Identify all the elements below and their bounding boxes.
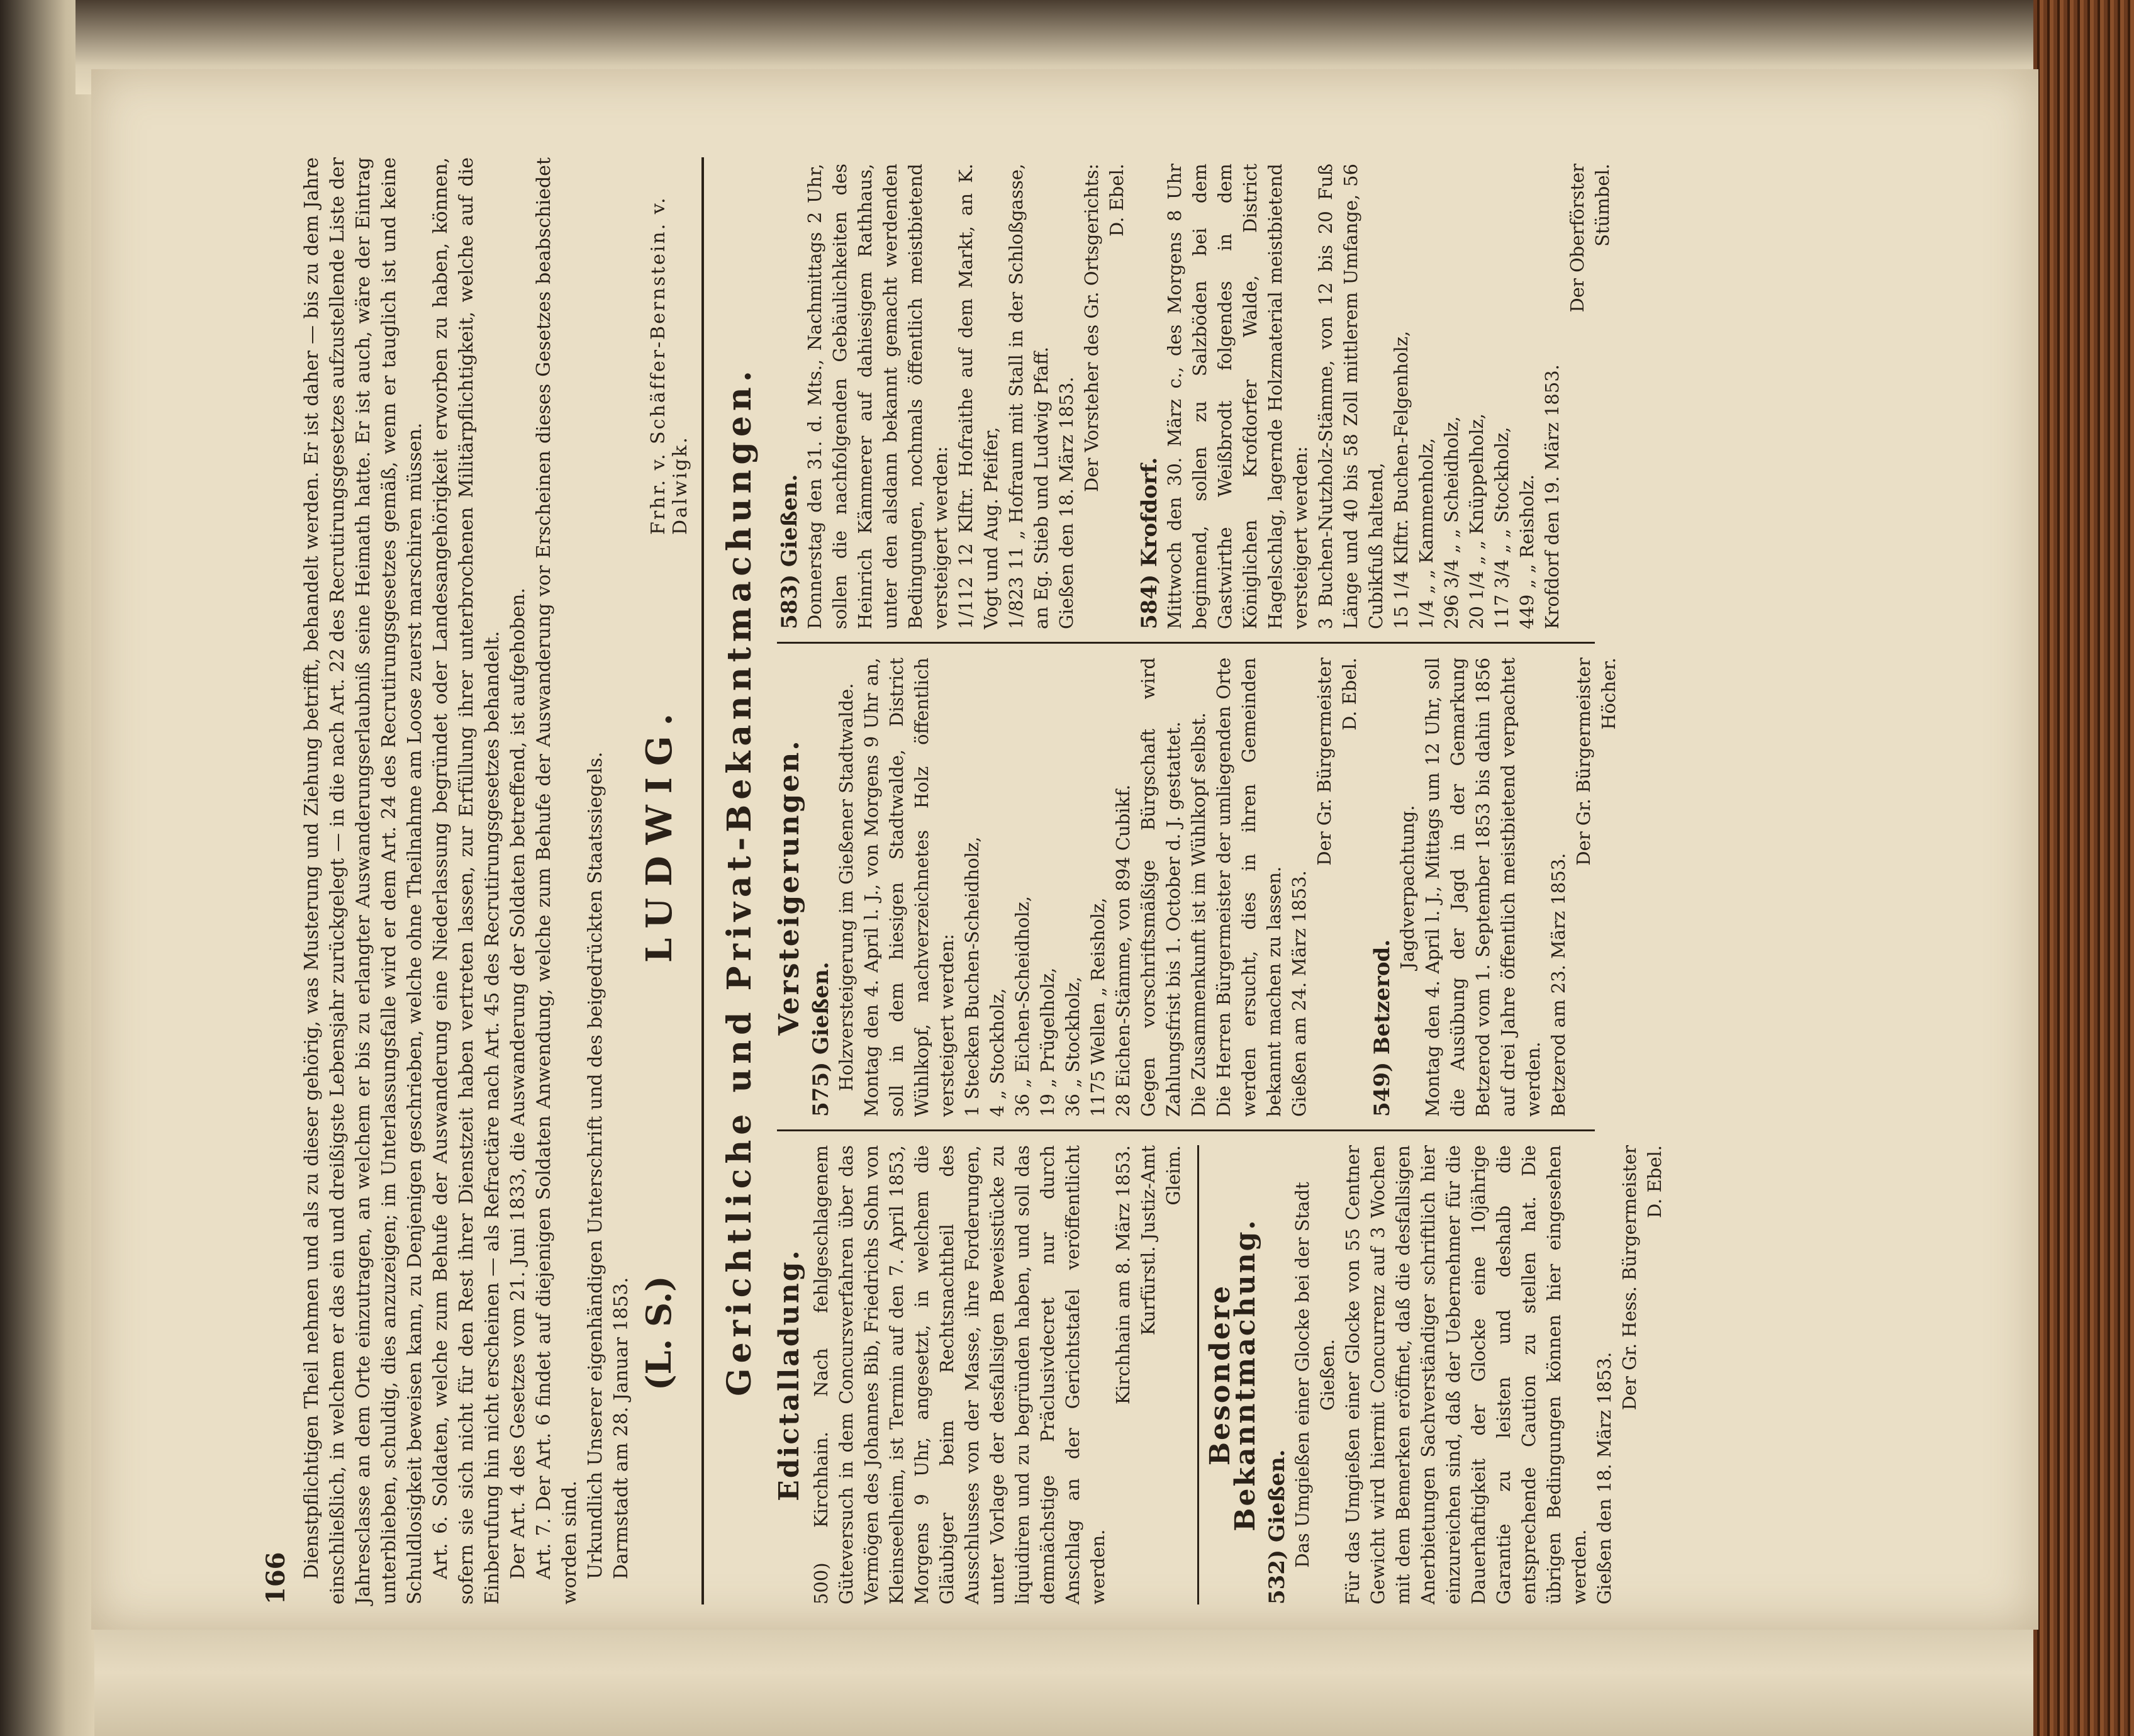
notice-584-signature: Stümbel. [1592, 164, 1613, 247]
column-rule-1 [777, 1129, 1595, 1131]
notice-500-text: 500) Kirchhain. Nach fehlgeschlagenem Güteversuch in dem Concursverfahren über das Vermögen des Johannes Bib, Friedrichs Sohn von Kleinseelheim, ist Termin auf den 7. April 1853, Morgens 9 Uhr, angesetzt, in welchem die Gläubiger beim Rechtsnachtheil des Ausschlusses von der Masse, ihre Forderungen, unter Vorlage der desfallsigen Beweisstücke zu liquidiren und zu begründen haben, und soll das demnächstige Präclusivdecret nur durch Anschlag an der Gerichtstafel veröffentlicht werden. [810, 1145, 1109, 1604]
lot-item: 1/112 12 Klftr. Hofraithe auf dem Markt, an K. Vogt und Aug. Pfeifer, [955, 164, 1002, 629]
column-rule-2 [777, 642, 1595, 644]
wood-item: 19 „ Prügelholz, [1037, 967, 1058, 1117]
auctions-heading: Versteigerungen. [773, 739, 805, 1036]
column-middle [773, 658, 1621, 1117]
notice-575-meeting: Die Zusammenkunft ist im Wühlkopf selbst. [1188, 712, 1209, 1117]
lot-item: 20 1/4 „ „ Knüppelholz, [1466, 413, 1487, 629]
rotated-page-content [261, 151, 1665, 1604]
column-divider [1197, 1145, 1199, 1604]
notice-583-text: Donnerstag den 31. d. Mts., Nachmittags 2 Uhr, sollen die nachfolgenden Gebäulichkeiten des Heinrich Kämmerer auf dahiesigem Rathhaus, unter den alsdann bekannt gemacht werdenden Bedingungen, nochmals öffentlich meistbietend versteigert werden: [804, 164, 951, 629]
notice-584-date: Krofdorf den 19. März 1853. [1541, 364, 1563, 629]
notice-575-date: Gießen am 24. März 1853. [1288, 870, 1310, 1117]
decree-paragraph-1: Dienstpflichtigen Theil nehmen und als zu dieser gehörig, was Musterung und Ziehung betrifft, behandelt werden. Er ist daher — bis zu dem Jahre einschließlich, in welchem er das ein und dreißigste Lebensjahr zurückgelegt — in die nach Art. 22 des Recrutirungsgesetzes aufzustellende Liste der Jahresclasse an dem Orte einzutragen, an welchem er bis zu erlangter Auswanderungserlaubniß seine Heimath hatte. Er ist auch, wäre der Eintrag unterblieben, schuldig, dies anzuzeigen; im Unterlassungsfalle wird er dem Art. 24 des Recrutirungsgesetzes gemäß, wenn er tauglich ist und keine Schuldlosigkeit beweisen kann, zu Denjenigen geschrieben, welche ohne Theilnahme am Loose zuerst marschiren müssen. [301, 157, 426, 1604]
printed-page [91, 69, 2038, 1630]
notice-549-head: 549) Betzerod. [1370, 939, 1395, 1117]
notice-575-mayors: Die Herren Bürgermeister der umliegenden Orte werden ersucht, dies in ihren Gemeinden bekannt machen zu lassen. [1213, 658, 1285, 1117]
notice-584-signature-title: Der Oberförster [1567, 164, 1588, 313]
page-number: 166 [261, 1552, 291, 1604]
column-left [773, 1145, 1667, 1604]
column-right [777, 164, 1615, 629]
notice-583-date: Gießen den 18. März 1853. [1056, 376, 1077, 629]
notice-549-date: Betzerod am 23. März 1853. [1548, 853, 1569, 1117]
notice-549-title: Jagdverpachtung. [1397, 805, 1418, 970]
decree-paragraph-2: Art. 6. Soldaten, welche zum Behufe der Auswanderung eine Niederlassung begründet oder Landesangehörigkeit erworben zu haben, können, sofern sie sich nicht für den Rest ihrer Dienstzeit haben vertreten lassen, zur Erfüllung ihrer unterbrochenen Militärpflichtigkeit, welche auf die Einberufung hin nicht erscheinen — als Refractäre nach Art. 45 des Recrutirungsgesetzes behandelt. [430, 157, 503, 1604]
decree-paragraph-4: Art. 7. Der Art. 6 findet auf diejenigen Soldaten Anwendung, welche zum Behufe der Auswanderung vor Erscheinen dieses Gesetzes beabschiedet worden sind. [533, 157, 581, 1604]
sovereign-signature: LUDWIG. [639, 702, 680, 963]
notice-532-signature: D. Ebel. [1644, 1145, 1665, 1219]
lot-item: 15 1/4 Klftr. Buchen-Felgenholz, [1390, 330, 1412, 629]
book-left-edge [0, 0, 94, 1736]
lot-item: 117 3/4 „ „ Stockholz, [1491, 427, 1512, 629]
notice-575-title: Holzversteigerung im Gießener Stadtwalde. [835, 683, 857, 1092]
wood-item: 36 „ Eichen-Scheidholz, [1012, 895, 1033, 1117]
special-notice-heading: Besondere Bekanntmachung. [1204, 1218, 1261, 1532]
notice-584-text: Mittwoch den 30. März c., des Morgens 8 Uhr beginnend, sollen zu Salzböden bei dem Gastwirthe Weißbrodt folgendes in dem Königlichen Krofdorfer Walde, District Hagelschlag, lagernde Holzmaterial meistbietend versteigert werden: [1164, 164, 1311, 629]
notice-532-date: Gießen den 18. März 1853. [1594, 1352, 1615, 1604]
seal-mark: (L. S.) [639, 1275, 679, 1391]
wood-item: 4 „ Stockholz, [986, 988, 1008, 1117]
lot-item: 1/4 „ „ Kammenholz, [1416, 437, 1437, 629]
notice-575-signature: D. Ebel. [1339, 658, 1360, 731]
lot-item: 3 Buchen-Nutzholz-Stämme, von 12 bis 20 Fuß Länge und 40 bis 58 Zoll mittlerem Umfange, 56 Cubikfuß haltend, [1315, 164, 1387, 629]
notice-575-terms: Gegen vorschriftsmäßige Bürgschaft wird Zahlungsfrist bis 1. October d. J. gestattet. [1137, 658, 1184, 1117]
decree-paragraph-3: Der Art. 4 des Gesetzes vom 21. Juni 1833, die Auswanderung der Soldaten betreffend, ist aufgehoben. [507, 588, 529, 1579]
notice-549-signature-title: Der Gr. Bürgermeister [1573, 658, 1594, 866]
book-bottom-edge [94, 1630, 2038, 1736]
notice-500-office: Kurfürstl. Justiz-Amt [1137, 1145, 1159, 1336]
decree-text [299, 157, 634, 1604]
notice-549-signature: Höcher. [1598, 658, 1619, 730]
notice-500-signature: Gleim. [1163, 1145, 1184, 1206]
book-spine [2033, 0, 2134, 1736]
notice-532-text: Für das Umgießen einer Glocke von 55 Centner Gewicht wird hiermit Concurrenz auf 3 Wochen mit dem Bemerken eröffnet, daß die desfallsigen Anerbietungen Sachverständiger schriftlich hier einzureichen sind, daß der Uebernehmer für die Dauerhaftigkeit der Glocke eine 10jährige Garantie zu leisten und deshalb die entsprechende Caution zu stellen hat. Die übrigen Bedingungen können hier eingesehen werden. [1342, 1145, 1590, 1604]
wood-item: 28 Eichen-Stämme, von 894 Cubikf. [1112, 784, 1134, 1117]
minister-signatures: Frhr. v. Schäffer-Bernstein. v. Dalwigk. [647, 196, 691, 535]
wood-item: 1 Stecken Buchen-Scheidholz, [961, 836, 983, 1117]
signature-row [639, 157, 695, 1604]
notice-583-signature-title: Der Vorsteher des Gr. Ortsgerichts: [1081, 164, 1102, 493]
notice-500-date: Kirchhain am 8. März 1853. [1112, 1145, 1134, 1405]
notice-575-intro: Montag den 4. April l. J., von Morgens 9 Uhr an, soll in dem hiesigen Stadtwalde, District Wühlkopf, nachverzeichnetes Holz öffentlich versteigert werden: [861, 658, 958, 1117]
decree-paragraph-5: Urkundlich Unserer eigenhändigen Unterschrift und des beigedrückten Staatssiegels. [584, 751, 606, 1579]
decree-date: Darmstadt am 28. Januar 1853. [610, 1277, 632, 1579]
notice-575-signature-title: Der Gr. Bürgermeister [1314, 658, 1335, 866]
wood-item: 36 „ Stockholz, [1062, 976, 1083, 1117]
notice-583-head: 583) Gießen. [777, 474, 802, 629]
notice-583-signature: D. Ebel. [1106, 164, 1127, 237]
lot-item: 296 3/4 „ „ Scheidholz, [1441, 416, 1462, 629]
notice-584-head: 584) Krofdorf. [1137, 457, 1162, 629]
section-divider [701, 157, 704, 1604]
wood-item: 1175 Wellen „ Reisholz, [1087, 897, 1109, 1117]
notice-532-title: Das Umgießen einer Glocke bei der Stadt Gießen. [1292, 1182, 1338, 1568]
section-title: Gerichtliche und Privat-Bekanntmachungen. [720, 366, 759, 1396]
notice-549-text: Montag den 4. April l. J., Mittags um 12 Uhr, soll die Ausübung der Jagd in der Gemarkung Betzerod vom 1. September 1853 bis dahin 1856 auf drei Jahre öffentlich meistbietend verpachtet werden. [1422, 658, 1544, 1117]
notice-575-head: 575) Gießen. [808, 961, 834, 1117]
edictal-heading: Edictalladung. [773, 1248, 805, 1501]
lot-item: 1/823 11 „ Hofraum mit Stall in der Schloßgasse, an Eg. Stieb und Ludwig Pfaff. [1005, 164, 1052, 629]
notice-532-head: 532) Gießen. [1265, 1449, 1290, 1604]
lot-item: 449 „ „ Reisholz. [1516, 474, 1538, 629]
notice-532-signature-title: Der Gr. Hess. Bürgermeister [1619, 1145, 1640, 1411]
